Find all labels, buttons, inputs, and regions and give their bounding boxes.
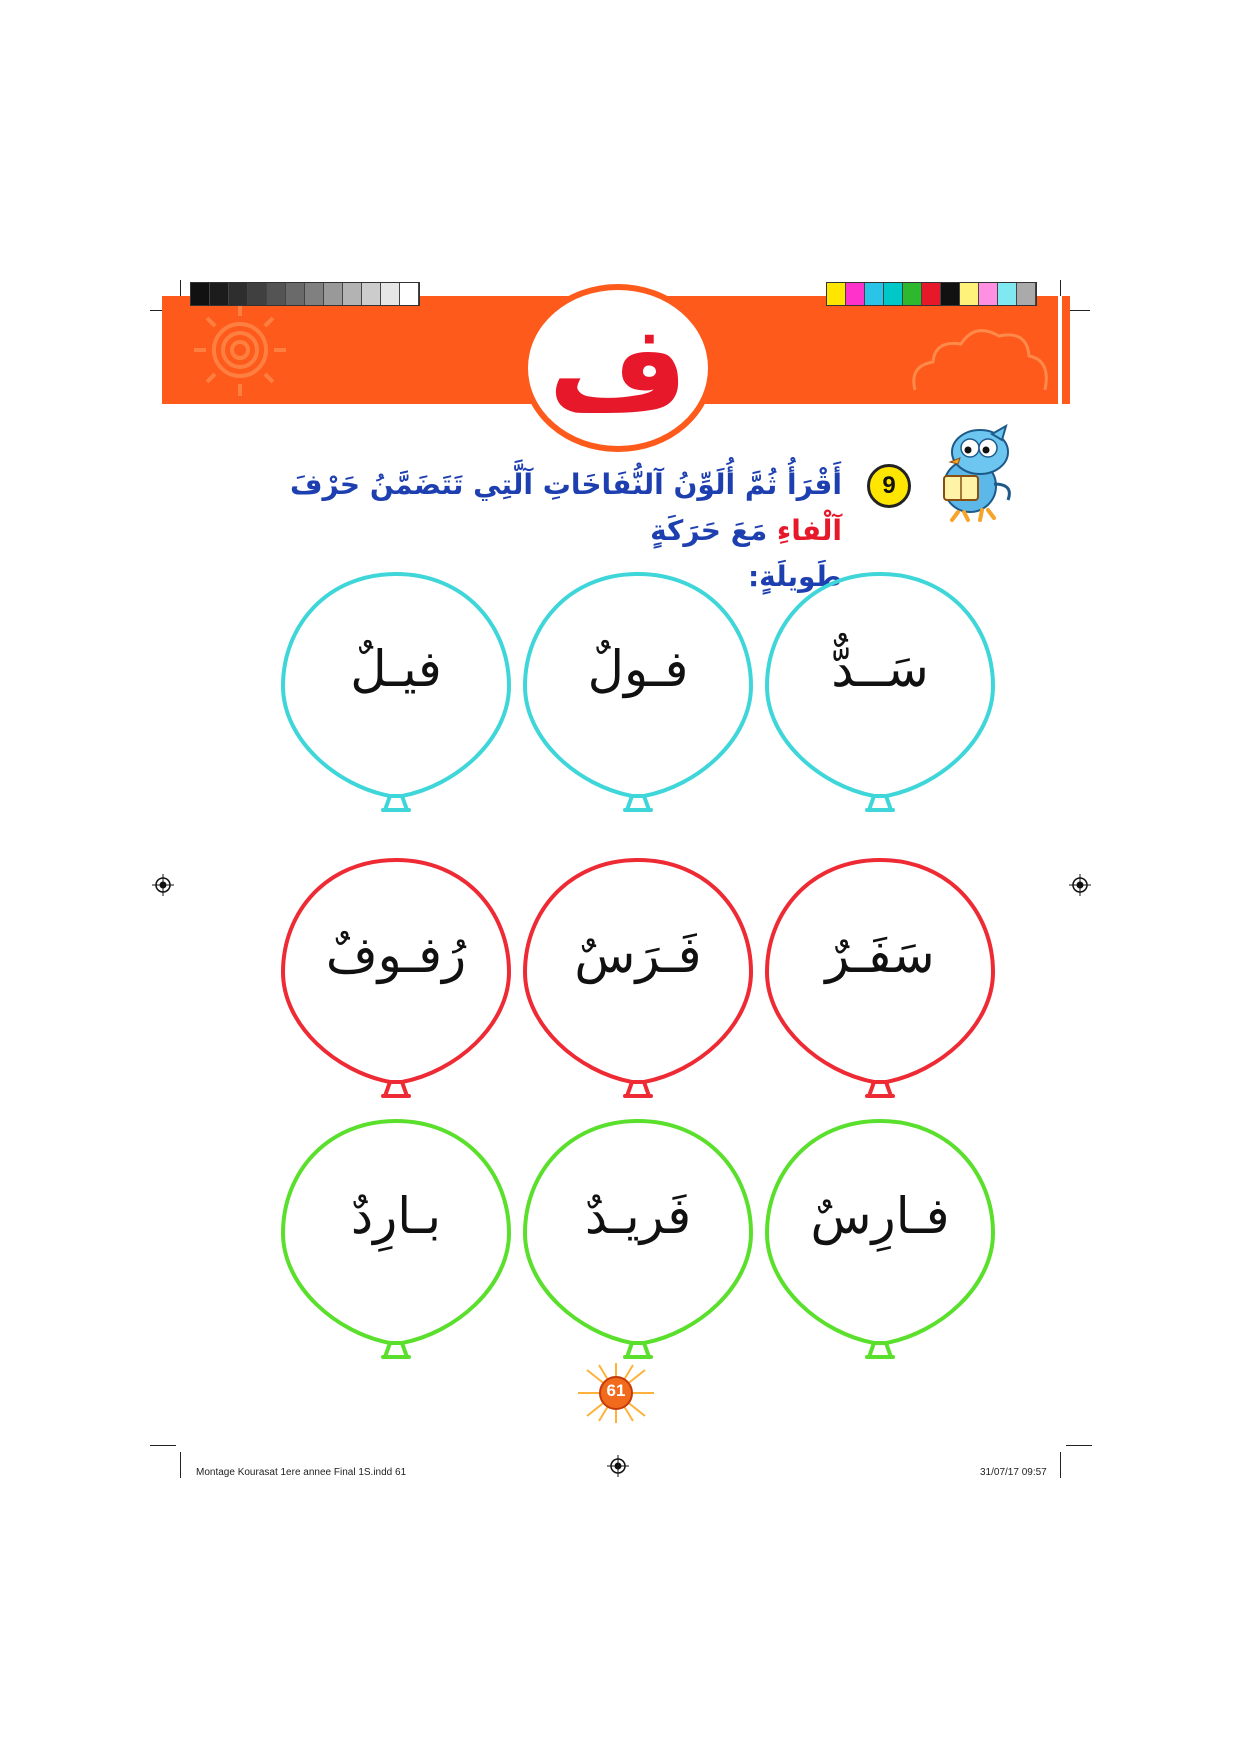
banner-edge [1058,296,1062,404]
gray-swatch [229,283,248,305]
crop-mark [150,1445,176,1446]
gray-swatch [362,283,381,305]
color-swatch [884,283,903,305]
balloon-word: فيـلٌ [350,640,442,698]
gray-swatch [210,283,229,305]
color-swatch [960,283,979,305]
color-swatch [903,283,922,305]
balloon-word: فـولٌ [587,640,689,698]
bird-mascot-icon [922,424,1022,524]
gray-swatch [267,283,286,305]
sun-decoration-icon [185,298,295,402]
balloon[interactable] [281,1117,511,1371]
balloon-word: سَفَـرٌ [825,926,935,984]
balloon[interactable] [281,570,511,824]
instruction-text: أَقْرَأُ ثُمَّ أُلَوِّنُ آلنُّفَاخَاتِ آلَّتِي تَتَضَمَّنُ حَرْفَ [289,468,842,501]
cloud-decoration-icon [905,310,1055,396]
color-swatch [922,283,941,305]
balloon-word: فَريـدٌ [584,1187,692,1245]
color-swatch [998,283,1017,305]
exercise-number-badge: 9 [867,464,911,508]
balloon[interactable] [523,1117,753,1371]
balloon[interactable] [765,856,995,1110]
color-swatch [865,283,884,305]
balloon[interactable] [765,570,995,824]
instruction-line-2: طَويلَةٍ: [747,560,842,593]
instruction-text-end: مَعَ حَرَكَةٍ [650,514,777,547]
grayscale-strip [190,282,420,306]
crop-mark [180,1452,181,1478]
color-swatch [846,283,865,305]
balloon-word: بـارِدٌ [350,1187,442,1245]
color-swatch [979,283,998,305]
gray-swatch [191,283,210,305]
gray-swatch [305,283,324,305]
balloon-word: فـارِسٌ [810,1187,950,1245]
footer-date: 31/07/17 09:57 [980,1467,1047,1478]
balloon-word: فَـرَسٌ [574,926,702,984]
balloon-word: رُفـوفٌ [325,926,467,984]
gray-swatch [248,283,267,305]
page-number: 61 [606,1381,626,1400]
color-strip [826,282,1037,306]
crop-mark [1060,1452,1061,1478]
page-number-badge [573,1362,659,1424]
gray-swatch [286,283,305,305]
balloon[interactable] [523,570,753,824]
registration-mark-icon [1069,874,1091,896]
color-swatch [1017,283,1036,305]
instruction-letter: آلْفاءِ [776,514,842,547]
crop-mark [1066,1445,1092,1446]
color-swatch [941,283,960,305]
gray-swatch [400,283,419,305]
balloon[interactable] [523,856,753,1110]
balloon[interactable] [765,1117,995,1371]
gray-swatch [324,283,343,305]
gray-swatch [381,283,400,305]
gray-swatch [343,283,362,305]
featured-letter: ف [548,300,688,439]
balloon[interactable] [281,856,511,1110]
footer-file-info: Montage Kourasat 1ere annee Final 1S.indd 61 [196,1467,407,1478]
balloon-word: سَــدٌّ [831,640,929,698]
color-swatch [827,283,846,305]
registration-mark-icon [607,1455,629,1477]
registration-mark-icon [152,874,174,896]
